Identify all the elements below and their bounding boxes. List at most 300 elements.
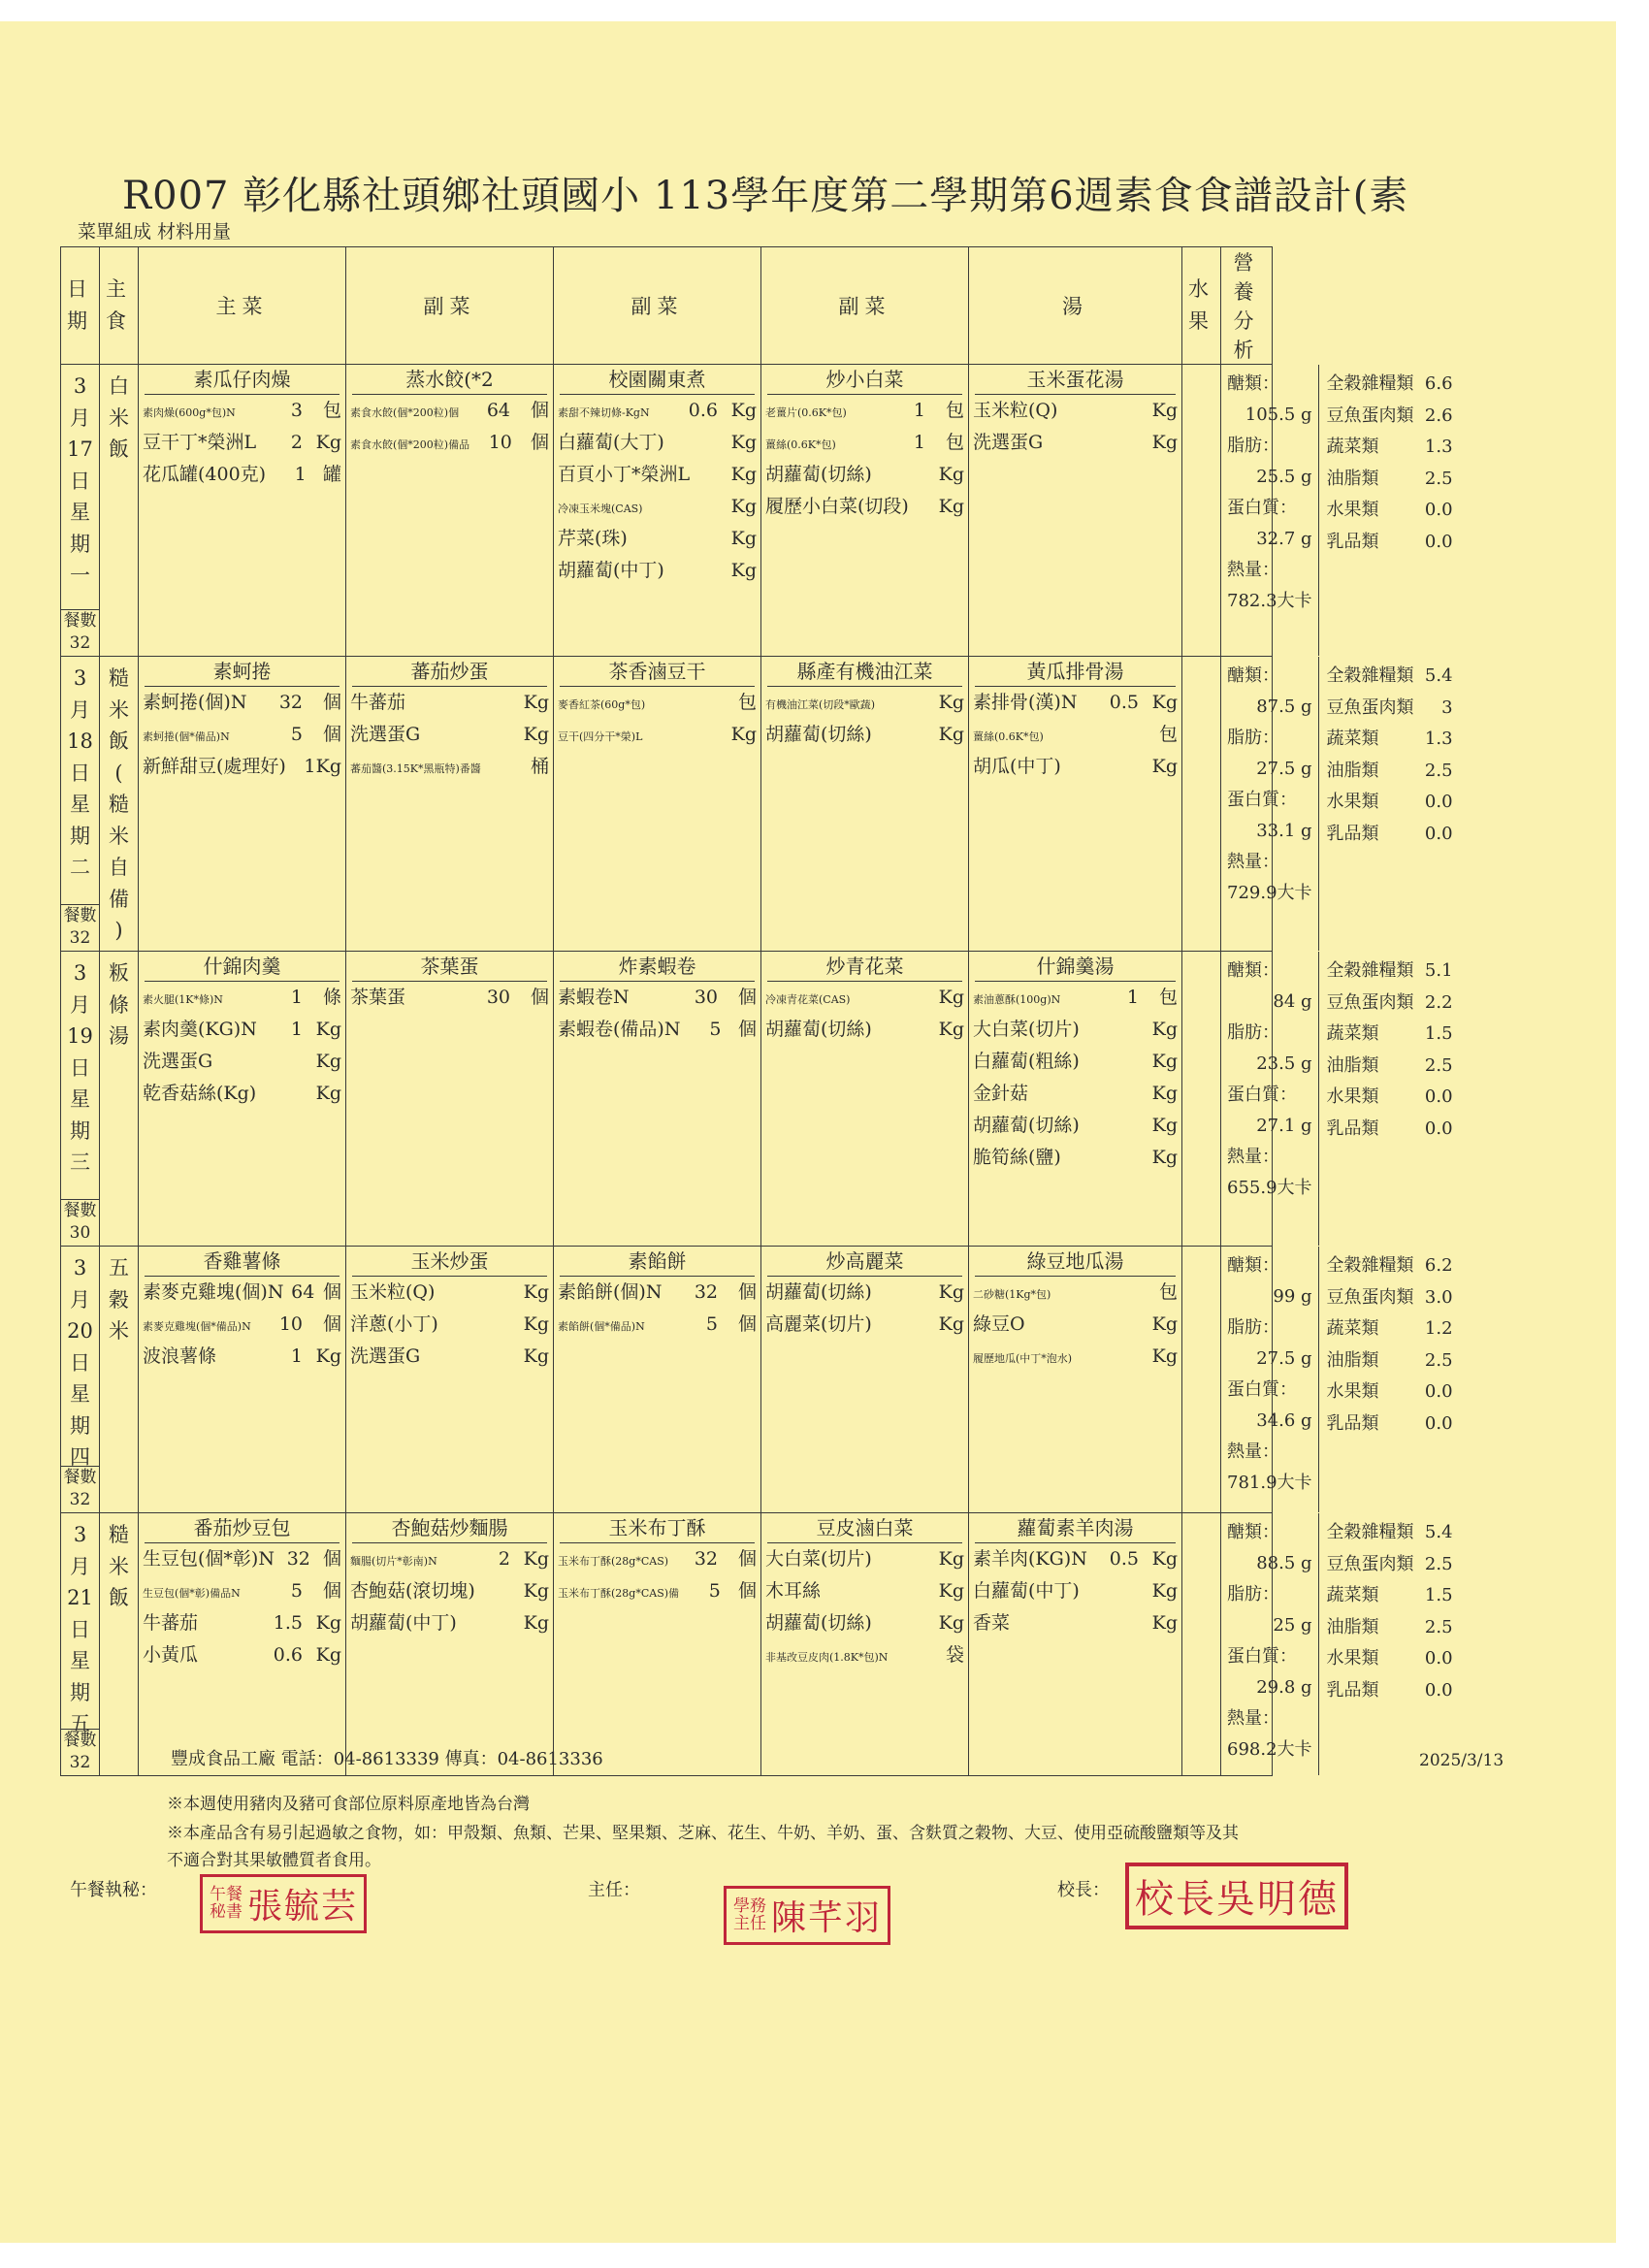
staple-text: 飯 [109,1586,129,1610]
food-group-value: 5.1 [1424,960,1453,981]
food-group-value: 0.0 [1424,1118,1453,1139]
ingredient-name: 白蘿蔔(中丁) [973,1580,1080,1602]
dish-name: 素瓜仔肉燥 [145,365,340,395]
ingredient-unit: 桶 [530,756,549,777]
ingredient-unit: Kg [938,692,964,713]
meal-count-value: 32 [69,1490,91,1510]
ingredient-name: 洗選蛋G [350,1345,421,1367]
dish-cell [554,952,761,1247]
ingredient-row [969,751,1181,783]
ingredient-name: 麵腸(切片*彰南)N [350,1555,437,1568]
date-text: 20 [67,1319,93,1344]
nutrition-cell [1221,1247,1453,1513]
page-subtitle: 菜單組成 材料用量 [78,221,232,243]
ingredient-row [969,1014,1181,1046]
ingredient-name: 新鮮甜豆(處理好) [143,756,286,777]
dish-cell [346,657,554,952]
date-text: 日 [70,761,90,785]
dish-cell [139,1513,346,1776]
ingredient-qty: 32 [694,1281,718,1303]
meal-count-label: 餐數 [63,906,97,926]
ingredient-name: 胡蘿蔔(中丁) [350,1612,457,1634]
ingredient-row [554,523,760,555]
ingredient-unit: Kg [315,756,341,777]
date-text: 3 [73,1256,87,1280]
dish-name: 豆皮滷白菜 [767,1513,962,1543]
staple-text: 飯 [109,437,129,462]
ingredient-qty: 64 [291,1281,315,1303]
meal-count-value: 30 [69,1223,91,1244]
ingredient-qty: 5 [709,1019,722,1040]
note-allergen-cont: 不適合對其果敏體質者食用。 [167,1851,381,1870]
ingredient-name: 胡蘿蔔(切絲) [973,1115,1080,1136]
staple-text: 米 [109,1554,129,1578]
ingredient-qty: 2 [290,432,303,453]
date-text: 月 [70,405,90,430]
food-group-value: 1.3 [1424,729,1453,749]
ingredient-row [554,687,760,719]
ingredient-name: 素蚵捲(個)N [143,692,247,713]
ingredient-qty: 5 [708,1580,721,1602]
food-group-row [1327,787,1453,819]
ingredient-unit: 袋 [945,1644,964,1666]
food-group-label: 全穀雜糧類 [1326,1522,1414,1542]
staple-text: 飯 [109,729,129,754]
dish-cell [554,1513,761,1776]
ingredient-unit: Kg [523,1281,549,1303]
ingredient-row [969,1078,1181,1110]
dish-name: 什錦羹湯 [975,952,1176,982]
ingredient-name: 洗選蛋G [143,1051,213,1072]
dish-name: 玉米炒蛋 [352,1247,547,1277]
food-group-row [1327,1377,1453,1409]
ingredient-qty: 32 [278,692,303,713]
date-text: 星 [70,793,90,817]
ingredient-name: 素蚵捲(個*備品)N [143,730,230,743]
ingredient-name: 素羊肉(KG)N [973,1548,1087,1570]
ingredient-unit: Kg [523,692,549,713]
dish-cell [969,1247,1182,1513]
food-group-row [1327,956,1453,988]
food-group-label: 豆魚蛋肉類 [1326,1286,1414,1308]
dish-cell [346,952,554,1247]
ingredient-name: 胡蘿蔔(中丁) [558,560,664,581]
ingredient-qty: 10 [488,432,512,453]
stamp-secretary [200,1874,367,1933]
ingredient-row [139,1277,345,1309]
meal-count-value: 32 [69,928,91,949]
staple-text: 米 [109,824,129,848]
food-group-value: 0.0 [1424,1679,1453,1701]
ingredient-row [761,687,968,719]
dish-cell [761,952,969,1247]
ingredient-name: 茶葉蛋 [350,987,406,1008]
ingredient-unit: Kg [1151,1115,1178,1136]
ingredient-unit: Kg [523,1548,549,1570]
date-text: 四 [70,1445,90,1470]
ingredient-unit: Kg [1151,1345,1178,1367]
ingredient-unit: 個 [530,400,549,421]
nutrition-label-kcal: 熱量： [1227,1708,1279,1729]
nutrition-label-kcal: 熱量： [1227,852,1279,872]
food-group-value: 5.4 [1424,1522,1453,1542]
ingredient-name: 素排骨(漢)N [973,692,1078,713]
stamp-principal-text: 校長吳明德 [1135,1877,1339,1922]
date-cell [61,952,100,1247]
date-text: 3 [73,374,87,398]
ingredient-unit: Kg [1151,1313,1178,1335]
ingredient-unit: Kg [938,1612,964,1634]
ingredient-name: 素餡餅(個)N [558,1281,663,1303]
ingredient-unit: Kg [938,724,964,745]
ingredient-unit: 個 [530,987,549,1008]
ingredient-name: 玉米布丁酥(28g*CAS)備 [558,1587,680,1600]
ingredient-name: 素食水餃(個*200粒)個 [350,406,460,419]
staple-text: ) [114,919,123,943]
ingredient-unit: Kg [315,1612,341,1634]
ingredient-qty: 1 [913,400,925,421]
food-group-value: 2.6 [1424,405,1453,426]
food-group-value: 6.6 [1424,373,1453,394]
ingredient-row [761,1277,968,1309]
nutrition-value-fat: 23.5 g [1256,1053,1312,1074]
ingredient-qty: 0.5 [1109,692,1139,713]
date-text: 五 [70,1712,90,1736]
food-group-row [1327,495,1453,527]
food-group-row [1327,1409,1453,1441]
nutrition-label-kcal: 熱量： [1227,560,1279,580]
ingredient-name: 胡蘿蔔(切絲) [765,724,872,745]
ingredient-row [346,427,553,459]
ingredient-unit: Kg [938,1548,964,1570]
date-cell [61,1247,100,1513]
staple-text: 米 [109,1319,129,1344]
ingredient-unit: 包 [945,400,964,421]
ingredient-row [761,395,968,427]
food-group-label: 乳品類 [1326,1679,1379,1701]
ingredient-name: 二砂糖(1Kg*包) [973,1288,1051,1301]
nutrition-label-protein: 蛋白質： [1227,790,1297,810]
ingredient-name: 非基改豆皮肉(1.8K*包)N [765,1651,889,1664]
ingredient-row [554,427,760,459]
food-group-row [1327,1051,1453,1083]
ingredient-name: 素蝦卷(備品)N [558,1019,681,1040]
food-group-label: 水果類 [1326,792,1379,812]
food-group-value: 6.2 [1424,1255,1453,1276]
note-allergen: ※本產品含有易引起過敏之食物，如：甲殼類、魚類、芒果、堅果類、芝麻、花生、牛奶、羊奶、蛋、含麩質之穀物、大豆、使用亞硫酸鹽類等及其 [167,1824,1239,1843]
ingredient-name: 素餡餅(個*備品)N [558,1320,645,1333]
ingredient-unit: Kg [730,560,757,581]
nutrition-cell [1221,1513,1453,1776]
food-group-row [1327,1549,1453,1581]
food-group-label: 全穀雜糧類 [1326,960,1414,981]
date-text: 3 [73,666,87,690]
staple-text: 穀 [109,1287,129,1312]
ingredient-row [346,395,553,427]
ingredient-row [969,1142,1181,1174]
ingredient-unit: 個 [322,1313,341,1335]
ingredient-name: 蕃茄醬(3.15K*黑瓶特)番醬 [350,762,481,775]
food-group-label: 蔬菜類 [1326,1318,1379,1339]
nutrition-label-fat: 脂肪： [1227,728,1279,748]
nutrition-value-fat: 25.5 g [1256,467,1312,487]
ingredient-name: 百頁小丁*榮洲L [558,464,691,485]
fruit-cell [1182,657,1221,952]
fruit-cell [1182,1247,1221,1513]
ingredient-row [139,1014,345,1046]
dish-name: 炒高麗菜 [767,1247,962,1277]
ingredient-unit: Kg [523,1580,549,1602]
dish-name: 炸素蝦卷 [560,952,755,982]
ingredient-row [139,1543,345,1575]
dish-name: 黃瓜排骨湯 [975,657,1176,687]
staple-text: 條 [109,992,129,1017]
ingredient-unit: Kg [1151,432,1178,453]
food-group-value: 2.5 [1424,760,1453,781]
col-header-main-dish: 主菜 [139,247,346,365]
day-row [61,365,1273,657]
dish-name: 杏鮑菇炒麵腸 [352,1513,547,1543]
ingredient-unit: Kg [730,464,757,485]
ingredient-unit: Kg [938,464,964,485]
food-group-row [1327,401,1453,433]
nutrition-cell [1221,365,1453,657]
ingredient-qty: 1 [913,432,925,453]
ingredient-row [554,1575,760,1607]
nutrition-value-kcal: 655.9大卡 [1227,1178,1312,1198]
ingredient-unit: Kg [1151,1083,1178,1104]
ingredient-qty: 0.6 [273,1644,303,1666]
date-text: 19 [67,1024,93,1049]
food-group-label: 乳品類 [1326,531,1379,552]
dish-cell [761,365,969,657]
food-group-label: 水果類 [1326,1381,1379,1402]
meal-count [61,1729,99,1774]
dish-name: 番茄炒豆包 [145,1513,340,1543]
date-text: 三 [70,1150,90,1175]
food-group-label: 蔬菜類 [1326,1585,1379,1605]
ingredient-unit: 包 [737,692,757,713]
food-group-value: 2.2 [1424,991,1453,1013]
ingredient-name: 素食水餃(個*200粒)備品 [350,438,470,451]
dish-cell [346,1247,554,1513]
ingredient-unit: Kg [1151,1147,1178,1168]
ingredient-row [761,982,968,1014]
ingredient-unit: 個 [737,1548,757,1570]
ingredient-qty: 30 [486,987,510,1008]
ingredient-name: 冷凍青花菜(CAS) [765,993,851,1006]
ingredient-name: 素麥克雞塊(個*備品)N [143,1320,251,1333]
ingredient-name: 冷凍玉米塊(CAS) [558,502,643,515]
date-text: 日 [70,1617,90,1641]
ingredient-qty: 10 [278,1313,303,1335]
food-group-value: 1.2 [1424,1318,1453,1339]
ingredient-unit: Kg [938,1580,964,1602]
col-header-staple: 主 食 [100,247,139,365]
dish-name: 縣產有機油江菜 [767,657,962,687]
ingredient-name: 薑絲(0.6K*包) [765,438,836,451]
ingredient-row [554,555,760,587]
ingredient-unit: 個 [322,1281,341,1303]
ingredient-row [554,982,760,1014]
ingredient-name: 有機油江菜(切段*歐蔬) [765,698,876,711]
fruit-cell [1182,365,1221,657]
food-group-row [1327,1082,1453,1114]
col-header-fruit: 水 果 [1182,247,1221,365]
food-group-value: 0.0 [1424,1086,1453,1107]
ingredient-qty: 0.6 [688,400,718,421]
ingredient-row [554,1543,760,1575]
food-group-value: 2.5 [1424,1616,1453,1637]
nutrition-value-protein: 27.1 g [1256,1116,1312,1136]
stamp-director-title: 學務主任 [733,1895,766,1933]
food-group-label: 蔬菜類 [1326,1023,1379,1044]
date-text: 星 [70,1649,90,1673]
dish-cell [761,1513,969,1776]
ingredient-row [969,395,1181,427]
food-group-value: 0.0 [1424,792,1453,812]
ingredient-name: 牛蕃茄 [143,1612,199,1634]
dish-name: 蕃茄炒蛋 [352,657,547,687]
meal-count-label: 餐數 [63,1731,97,1751]
date-text: 日 [70,1350,90,1375]
ingredient-name: 大白菜(切片) [765,1548,872,1570]
dish-name: 綠豆地瓜湯 [975,1247,1176,1277]
ingredient-name: 老薑片(0.6K*包) [765,406,847,419]
date-text: 月 [70,1554,90,1578]
ingredient-name: 麥香紅茶(60g*包) [558,698,646,711]
ingredient-name: 波浪薯條 [143,1345,217,1367]
ingredient-row [761,459,968,491]
ingredient-row [139,427,345,459]
dish-name: 校園關東煮 [560,365,755,395]
food-group-value: 0.0 [1424,1648,1453,1669]
food-group-row [1327,527,1453,559]
ingredient-unit: Kg [315,1051,341,1072]
ingredient-row [346,719,553,751]
ingredient-row [761,1575,968,1607]
food-group-value: 2.5 [1424,1553,1453,1574]
staple-cell [100,952,139,1247]
ingredient-name: 胡瓜(中丁) [973,756,1061,777]
food-group-label: 蔬菜類 [1326,729,1379,749]
ingredient-row [139,1575,345,1607]
food-group-label: 豆魚蛋肉類 [1326,1553,1414,1574]
nutrition-value-kcal: 729.9大卡 [1227,883,1312,903]
nutrition-value-carb: 105.5 g [1245,405,1312,425]
dish-cell [969,657,1182,952]
ingredient-unit: Kg [730,724,757,745]
ingredient-unit: 個 [737,1281,757,1303]
dish-name: 炒小白菜 [767,365,962,395]
ingredient-name: 香菜 [973,1612,1011,1634]
nutrition-value-kcal: 698.2大卡 [1227,1739,1312,1760]
nutrition-value-protein: 29.8 g [1256,1677,1312,1698]
food-group-value: 1.5 [1424,1585,1453,1605]
food-group-row [1327,988,1453,1020]
ingredient-row [346,687,553,719]
ingredient-unit: 包 [945,432,964,453]
ingredient-name: 乾香菇絲(Kg) [143,1083,257,1104]
staple-cell [100,657,139,952]
day-row [61,657,1273,952]
staple-text: 備 [109,887,129,911]
ingredient-row [969,687,1181,719]
ingredient-row [554,719,760,751]
food-group-row [1327,1675,1453,1707]
food-group-value: 1.3 [1424,437,1453,457]
ingredient-row [554,1277,760,1309]
ingredient-name: 洋蔥(小丁) [350,1313,438,1335]
food-group-label: 乳品類 [1326,1412,1379,1434]
ingredient-row [139,1078,345,1110]
date-text: 月 [70,1287,90,1312]
ingredient-unit: 個 [737,1019,757,1040]
ingredient-row [346,1607,553,1639]
meal-count-label: 餐數 [63,1468,97,1488]
ingredient-unit: 個 [322,724,341,745]
ingredient-name: 木耳絲 [765,1580,822,1602]
ingredient-unit: 個 [322,1548,341,1570]
ingredient-row [554,395,760,427]
ingredient-name: 洗選蛋G [350,724,421,745]
date-text: 月 [70,992,90,1017]
ingredient-name: 履歷地瓜(中丁*泡水) [973,1352,1073,1365]
food-group-value: 0.0 [1424,500,1453,520]
ingredient-qty: 30 [694,987,718,1008]
ingredient-row [139,1607,345,1639]
ingredient-unit: Kg [1151,692,1178,713]
dish-name: 素餡餅 [560,1247,755,1277]
meal-count-label: 餐數 [63,1201,97,1221]
food-group-row [1327,1612,1453,1644]
food-group-label: 水果類 [1326,500,1379,520]
nutrition-label-kcal: 熱量： [1227,1147,1279,1167]
ingredient-name: 玉米粒(Q) [973,400,1058,421]
date-text: 期 [70,1413,90,1438]
nutrition-label-carb: 醣類： [1227,1255,1279,1276]
ingredient-row [554,1309,760,1341]
ingredient-row [969,1110,1181,1142]
nutrition-value-carb: 84 g [1273,991,1312,1012]
food-group-row [1327,1019,1453,1051]
staple-text: 糙 [109,666,129,690]
ingredient-name: 小黃瓜 [143,1644,199,1666]
date-text: 星 [70,501,90,525]
food-group-label: 油脂類 [1326,1349,1379,1371]
ingredient-unit: 個 [737,1313,757,1335]
dish-name: 素蚵捲 [145,657,340,687]
nutrition-value-fat: 27.5 g [1256,1348,1312,1369]
ingredient-row [969,982,1181,1014]
col-header-date: 日 期 [61,247,100,365]
ingredient-row [761,719,968,751]
meal-count [61,1199,99,1245]
ingredient-unit: Kg [523,724,549,745]
dish-cell [139,1247,346,1513]
ingredient-row [969,1575,1181,1607]
stamp-secretary-title: 午餐秘書 [210,1884,242,1922]
ingredient-qty: 2 [498,1548,510,1570]
page-title: R007 彰化縣社頭鄉社頭國小 113學年度第二學期第6週素食食譜設計(素 [122,174,1409,218]
date-cell [61,1513,100,1776]
ingredient-unit: Kg [938,1019,964,1040]
ingredient-unit: Kg [1151,1548,1178,1570]
ingredient-row [969,427,1181,459]
ingredient-name: 白蘿蔔(大丁) [558,432,664,453]
ingredient-row [969,1046,1181,1078]
ingredient-unit: Kg [730,496,757,517]
